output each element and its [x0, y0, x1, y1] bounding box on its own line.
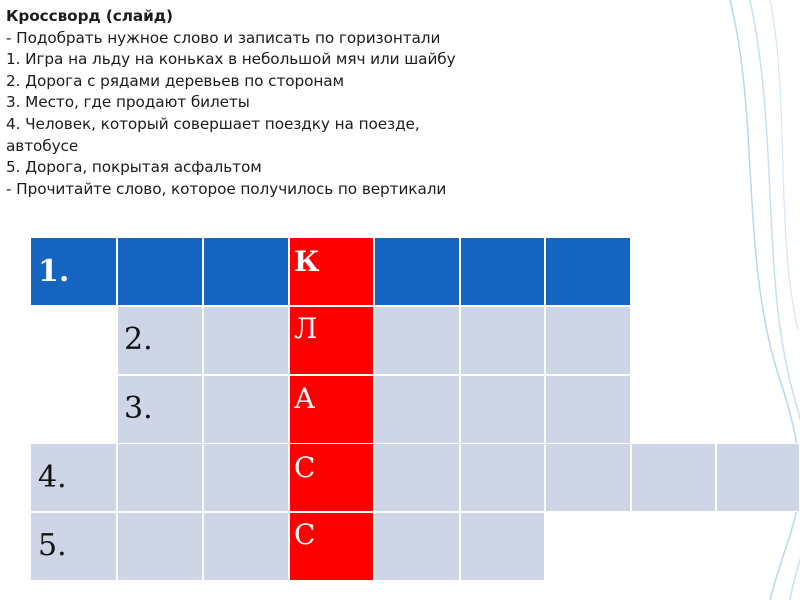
crossword-cell [203, 306, 289, 375]
final-instruction: - Прочитайте слово, которое получилось по вертикали [6, 179, 447, 198]
crossword-cell [203, 237, 289, 306]
vertical-letter-4: С [294, 451, 316, 484]
row-number-1: 1. [38, 254, 70, 289]
crossword-cell [374, 375, 460, 444]
crossword-cell [460, 375, 545, 444]
row-number-4: 4. [38, 460, 67, 495]
crossword-cell [545, 237, 631, 306]
clue-3: 3. Место, где продают билеты [6, 93, 250, 112]
clue-2: 2. Дорога с рядами деревьев по сторонам [6, 71, 345, 90]
crossword-cell [374, 512, 460, 581]
row-number-3: 3. [124, 391, 153, 426]
clue-1: 1. Игра на льду на коньках в небольшой мяч или шайбу [6, 50, 456, 69]
crossword-cell [716, 443, 800, 512]
crossword-cell [374, 237, 460, 306]
vertical-letter-1: К [294, 245, 320, 278]
crossword-cell [460, 306, 545, 375]
crossword-cell [460, 237, 545, 306]
crossword-cell [374, 443, 460, 512]
crossword-cell [203, 375, 289, 444]
row-number-2: 2. [124, 322, 153, 357]
slide-title: Кроссворд (слайд) [6, 7, 173, 25]
clue-4: 4. Человек, который совершает поездку на поезде, [6, 114, 420, 133]
clue-4-continued: автобусе [6, 136, 79, 155]
crossword-cell [631, 443, 716, 512]
crossword-cell [374, 306, 460, 375]
clue-5: 5. Дорога, покрытая асфальтом [6, 158, 262, 177]
vertical-letter-5: С [294, 518, 316, 551]
crossword-cell [545, 306, 631, 375]
crossword-cell [460, 512, 545, 581]
crossword-cell [117, 512, 203, 581]
crossword-cell [117, 443, 203, 512]
vertical-letter-2: Л [294, 312, 318, 345]
crossword-cell [545, 443, 631, 512]
crossword-cell [460, 443, 545, 512]
crossword-cell [203, 443, 289, 512]
crossword-cell [545, 375, 631, 444]
row-number-5: 5. [38, 528, 67, 563]
crossword-cell [203, 512, 289, 581]
crossword-cell [117, 237, 203, 306]
instruction: - Подобрать нужное слово и записать по горизонтали [6, 28, 441, 47]
vertical-letter-3: А [294, 382, 316, 415]
